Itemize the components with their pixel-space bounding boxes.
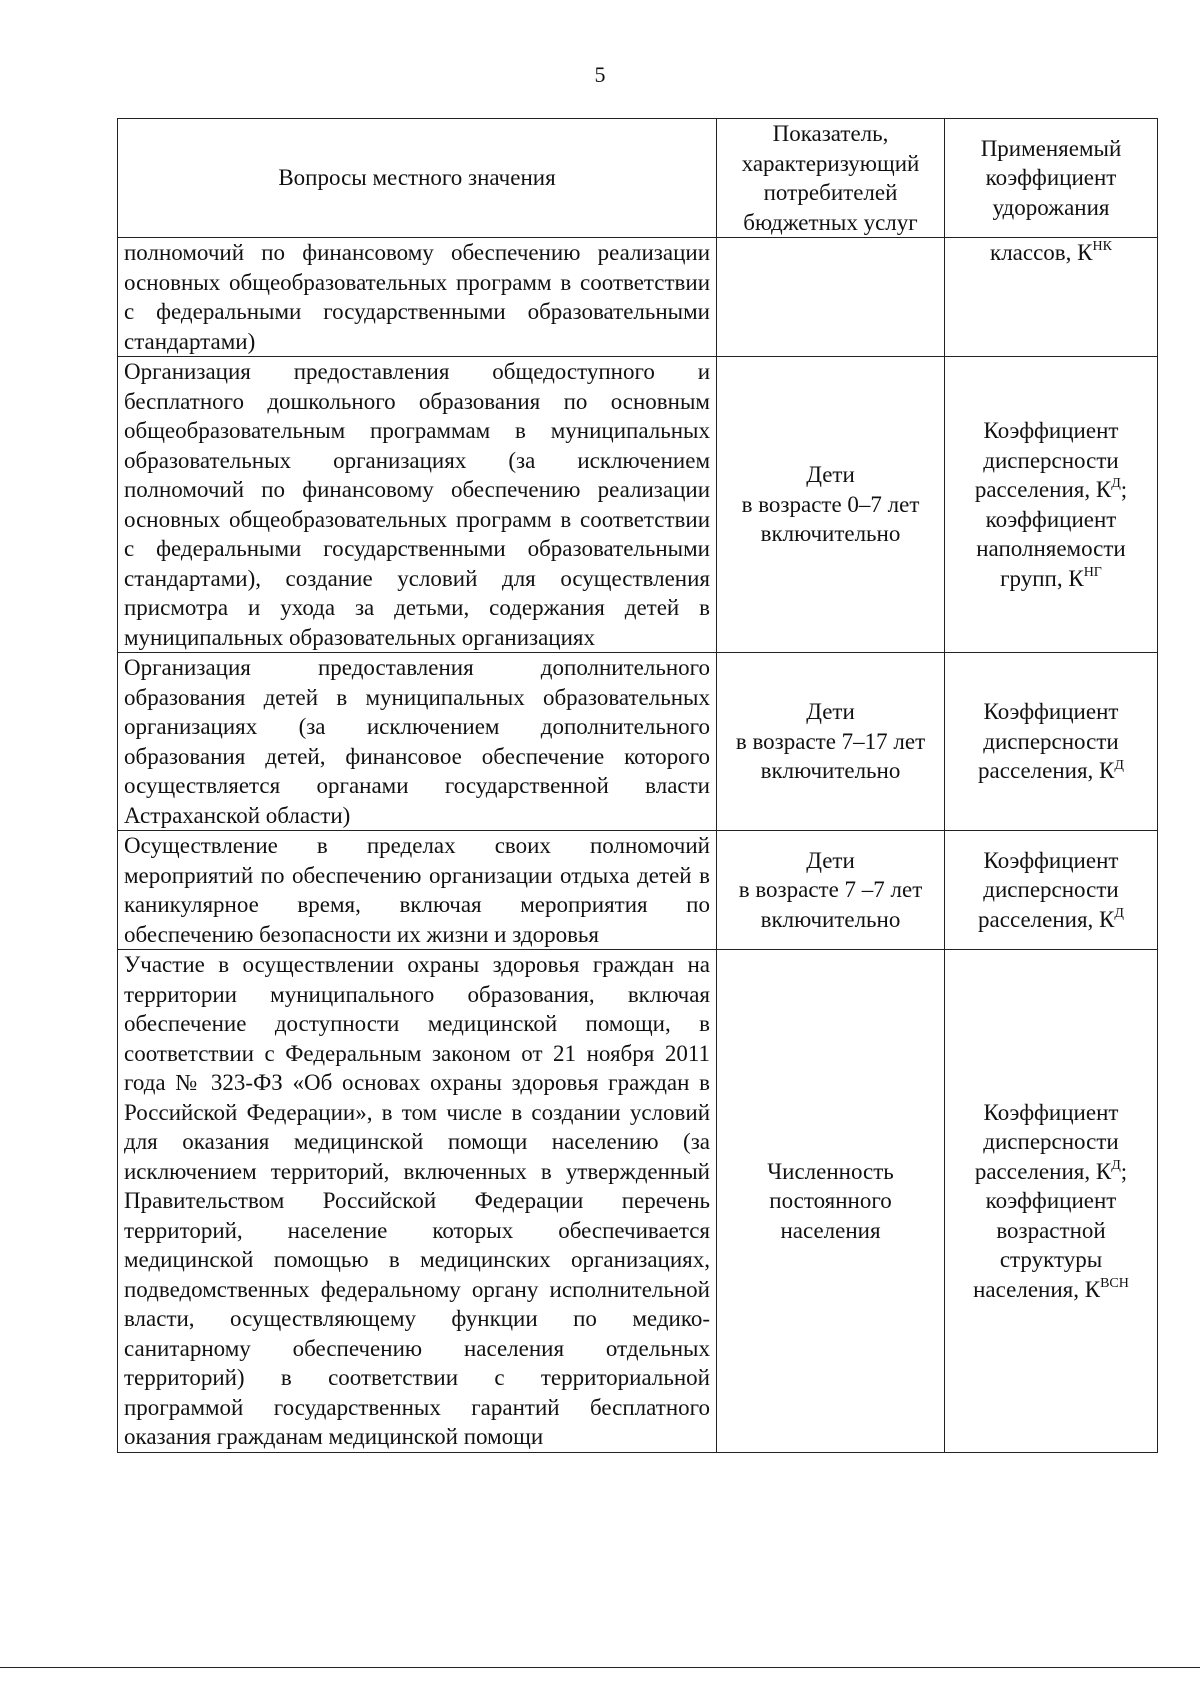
coefficient-line: населения, $К^{ВСН}$: [973, 1275, 1129, 1302]
coefficient-symbol: НК: [1092, 239, 1112, 255]
indicator-line: Дети: [806, 699, 855, 725]
coefficient-cell: [945, 238, 1158, 357]
coefficient-symbol: Д: [1114, 906, 1124, 922]
local-issue-cell: Организация предоставления общедоступного и бесплатного дошкольного образования по основным общеобразовательным программам в муниципальных образовательных организациях (за исключением полномочий по финансовому обеспечению реализации основных общеобразовательных программ в соответствии с федеральными государственными образовательными стандартами), создание условий для осуществления присмотра и ухода за детьми, содержания детей в муниципальных образовательных организациях: [118, 357, 717, 653]
indicator-cell: [717, 653, 945, 831]
local-issue-cell: полномочий по финансовому обеспечению реализации основных общеобразовательных программ в соответствии с федеральными государственными образовательными стандартами): [118, 238, 717, 357]
coefficient-symbol: Д: [1114, 757, 1124, 773]
coefficient-line: возрастной: [996, 1217, 1106, 1243]
indicator-cell: [717, 357, 945, 653]
footer-rule: [0, 1667, 1200, 1668]
indicator-cell: [717, 831, 945, 950]
indicator-line: Численность: [767, 1158, 894, 1184]
coefficient-cell: [945, 653, 1158, 831]
coefficient-line: Коэффициент: [983, 1099, 1119, 1125]
coefficient-line: наполняемости: [976, 536, 1126, 561]
table-row: [118, 831, 1158, 950]
coefficient-line: структуры: [999, 1247, 1103, 1272]
indicator-line: Дети: [806, 847, 855, 873]
indicator-line: включительно: [760, 758, 901, 784]
coefficient-line: Коэффициент: [983, 847, 1119, 873]
coefficient-line: Коэффициент: [983, 699, 1119, 725]
indicator-line: Дети: [806, 462, 855, 488]
coefficient-line: дисперсности: [983, 1129, 1119, 1154]
coefficient-cell: [945, 357, 1158, 653]
local-issue-cell: Осуществление в пределах своих полномочий мероприятий по обеспечению организации отдыха детей в каникулярное время, включая мероприятия по обеспечению безопасности их жизни и здоровья: [118, 831, 717, 950]
table-row: [118, 653, 1158, 831]
coefficient-line: дисперсности: [983, 728, 1119, 754]
coefficient-line: Коэффициент: [983, 418, 1119, 443]
indicator-line: постоянного: [769, 1188, 892, 1213]
header-local-issues: Вопросы местного значения: [118, 119, 717, 238]
coefficient-line: расселения, $К^Д$;: [974, 476, 1128, 502]
coefficient-line: классов, $К^{НК}$: [990, 239, 1112, 265]
table-row: [118, 357, 1158, 653]
header-indicator: Показатель, характеризующий потребителей бюджетных услуг: [717, 119, 945, 238]
table-row: [118, 238, 1158, 357]
coefficient-line: групп, $К^{НГ}$: [1000, 564, 1102, 591]
indicator-line: включительно: [760, 906, 901, 932]
coefficient-line: расселения, $К^Д$: [978, 906, 1124, 932]
indicator-cell: [717, 238, 945, 357]
coefficient-line: коэффициент: [985, 1188, 1117, 1213]
coefficient-line: расселения, $К^Д$: [978, 757, 1124, 784]
header-coefficient: Применяемый коэффициент удорожания: [945, 119, 1158, 238]
coefficient-line: коэффициент: [985, 506, 1117, 532]
indicator-line: включительно: [760, 521, 901, 547]
indicator-cell: [717, 950, 945, 1453]
table-body: [118, 238, 1158, 1453]
coefficient-line: расселения, $К^Д$;: [974, 1157, 1128, 1184]
coefficient-line: дисперсности: [983, 877, 1119, 903]
local-issue-cell: Организация предоставления дополнительного образования детей в муниципальных образовательных организациях (за исключением дополнительного образования детей, финансовое обеспечение которого осуществляется органами государственной власти Астраханской области): [118, 653, 717, 831]
coefficient-cell: [945, 831, 1158, 950]
table-row: [118, 950, 1158, 1453]
local-issues-table: [117, 118, 1158, 1453]
coefficient-cell: [945, 950, 1158, 1453]
indicator-line: в возрасте 7–17 лет: [735, 728, 926, 754]
local-issue-cell: Участие в осуществлении охраны здоровья граждан на территории муниципального образования, включая обеспечение доступности медицинской помощи, в соответствии с Федеральным законом от 21 ноября 2011 года № 323-ФЗ «Об основах охраны здоровья граждан в Российской Федерации», в том числе в создании условий для оказания медицинской помощи населению (за исключением территорий, включенных в утвержденный Правительством Российской Федерации перечень территорий, население которых обеспечивается медицинской помощью в медицинских организациях, подведомственных федеральному органу исполнительной власти, осуществляющему функции по медико-санитарному обеспечению населения отдельных территорий) в соответствии с территориальной программой государственных гарантий бесплатного оказания гражданам медицинской помощи: [118, 950, 717, 1453]
coefficient-line: дисперсности: [983, 447, 1119, 473]
table-header-row: [118, 119, 1158, 238]
coefficient-symbol: Д: [1111, 476, 1121, 492]
indicator-line: в возрасте 7 –7 лет: [738, 877, 923, 903]
coefficient-symbol: НГ: [1083, 564, 1102, 580]
indicator-line: населения: [780, 1217, 881, 1243]
coefficient-symbol: Д: [1111, 1157, 1121, 1173]
coefficient-symbol: ВСН: [1100, 1275, 1129, 1291]
page-number: 5: [594, 62, 606, 87]
indicator-line: в возрасте 0–7 лет: [741, 491, 920, 517]
